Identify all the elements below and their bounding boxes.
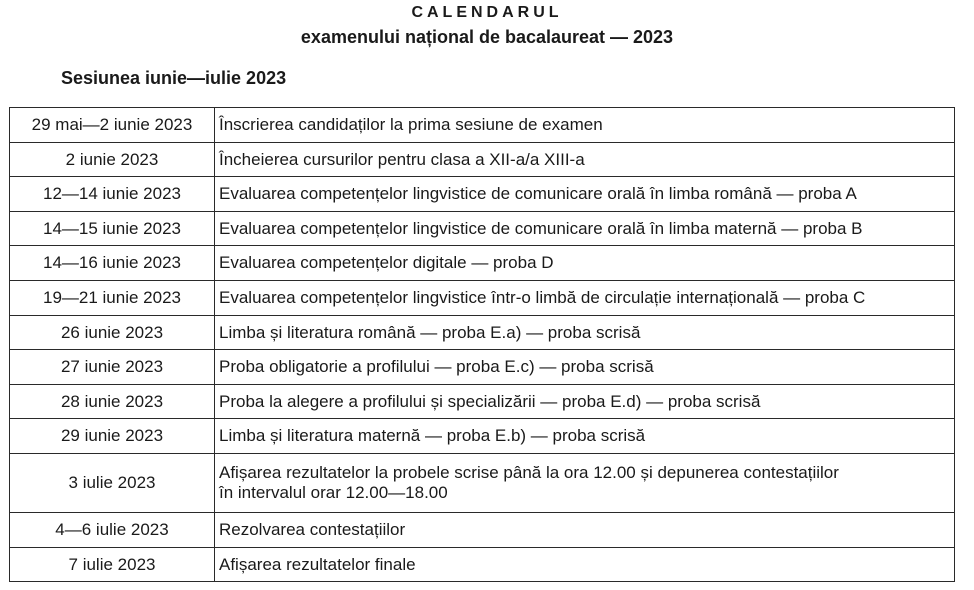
table-row [10,315,955,350]
event-cell: Evaluarea competențelor lingvistice de comunicare orală în limba maternă — proba B [215,211,955,246]
table-row [10,280,955,315]
table-row [10,419,955,454]
table-row [10,177,955,212]
document-title: CALENDARUL [411,4,563,21]
event-cell: Afișarea rezultatelor finale [215,547,955,582]
document-subtitle: examenului național de bacalaureat — 2023 [300,27,674,47]
session-heading: Sesiunea iunie—iulie 2023 [61,68,287,88]
event-cell: Limba și literatura română — proba E.a) — proba scrisă [215,315,955,350]
event-cell: Încheierea cursurilor pentru clasa a XII-a/a XIII-a [215,142,955,177]
table-row [10,246,955,281]
event-cell: Rezolvarea contestațiilor [215,512,955,547]
event-cell [215,453,955,512]
calendar-table [9,107,955,582]
date-cell: 12—14 iunie 2023 [10,177,215,212]
date-cell: 28 iunie 2023 [10,384,215,419]
date-cell: 19—21 iunie 2023 [10,280,215,315]
table-row [10,350,955,385]
event-cell: Evaluarea competențelor lingvistice de comunicare orală în limba română — proba A [215,177,955,212]
event-cell: Limba și literatura maternă — proba E.b) — proba scrisă [215,419,955,454]
date-cell: 2 iunie 2023 [10,142,215,177]
table-row [10,384,955,419]
date-cell: 14—16 iunie 2023 [10,246,215,281]
event-text-line: în intervalul orar 12.00—18.00 [219,482,448,502]
date-cell: 26 iunie 2023 [10,315,215,350]
event-text-line: Afișarea rezultatelor la probele scrise până la ora 12.00 și depunerea contestațiilor [219,463,839,483]
event-cell: Proba la alegere a profilului și specializării — proba E.d) — proba scrisă [215,384,955,419]
date-cell: 27 iunie 2023 [10,350,215,385]
date-cell: 29 mai—2 iunie 2023 [10,108,215,143]
date-cell: 29 iunie 2023 [10,419,215,454]
table-row [10,512,955,547]
table-row [10,142,955,177]
table-row [10,211,955,246]
event-cell: Evaluarea competențelor digitale — proba D [215,246,955,281]
date-cell: 3 iulie 2023 [10,453,215,512]
date-cell: 4—6 iulie 2023 [10,512,215,547]
date-cell: 7 iulie 2023 [10,547,215,582]
event-cell: Proba obligatorie a profilului — proba E.c) — proba scrisă [215,350,955,385]
event-cell: Evaluarea competențelor lingvistice într-o limbă de circulație internațională — proba C [215,280,955,315]
event-cell: Înscrierea candidaților la prima sesiune de examen [215,108,955,143]
table-row [10,453,955,512]
table-row [10,547,955,582]
date-cell: 14—15 iunie 2023 [10,211,215,246]
table-row [10,108,955,143]
